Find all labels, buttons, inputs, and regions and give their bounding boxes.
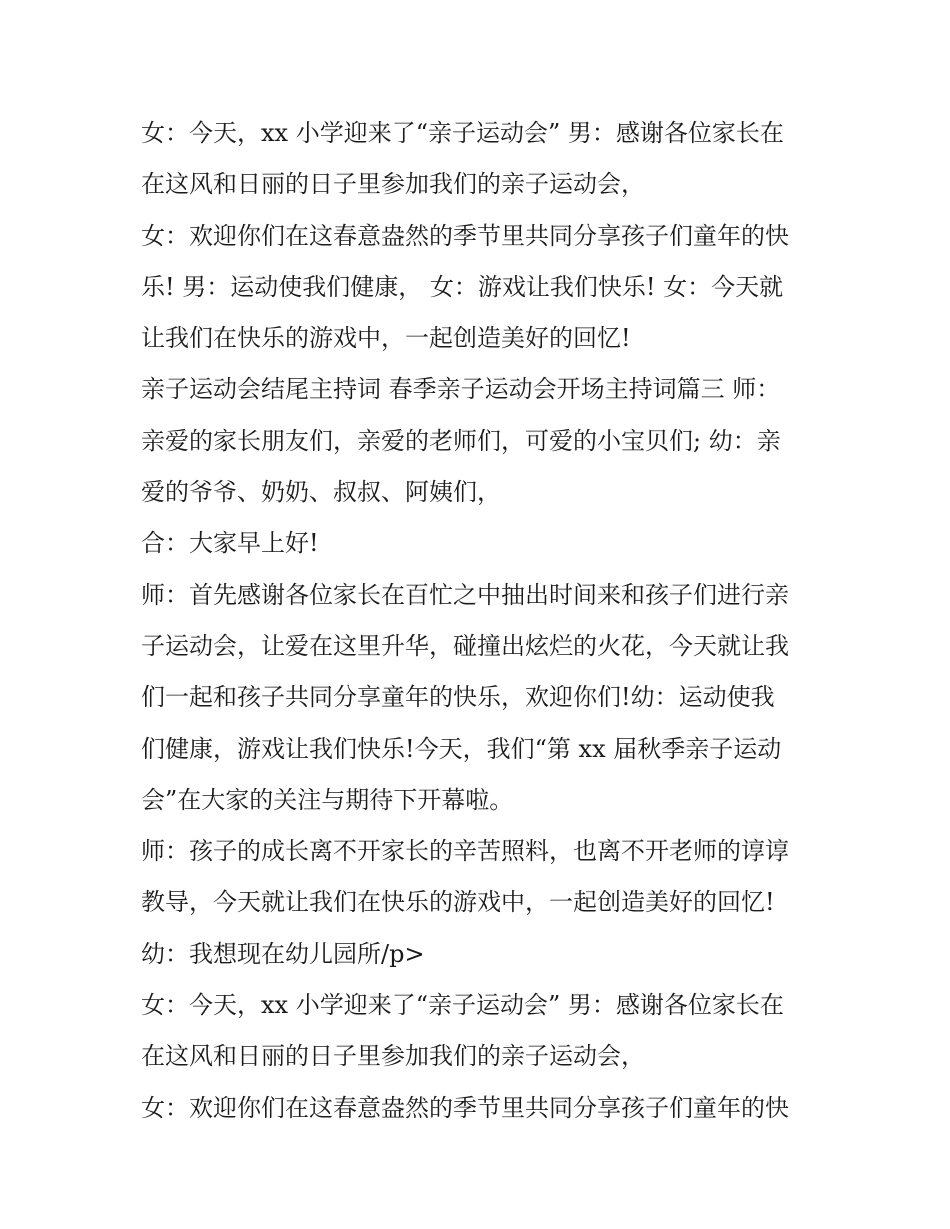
text-line-18: 女：今天，xx 小学迎来了“亲子运动会” 男：感谢各位家长在 bbox=[141, 991, 784, 1020]
text-line-2: 在这风和日丽的日子里参加我们的亲子运动会， bbox=[141, 170, 645, 199]
text-line-5: 让我们在快乐的游戏中，一起创造美好的回忆! bbox=[141, 324, 631, 353]
text-line-10: 师：首先感谢各位家长在百忙之中抽出时间来和孩子们进行亲 bbox=[141, 580, 789, 609]
text-line-12: 们一起和孩子共同分享童年的快乐，欢迎你们!幼：运动使我 bbox=[141, 683, 775, 712]
text-line-3: 女：欢迎你们在这春意盎然的季节里共同分享孩子们童年的快 bbox=[141, 221, 789, 250]
text-line-15: 师：孩子的成长离不开家长的辛苦照料，也离不开老师的谆谆 bbox=[141, 837, 789, 866]
text-line-16: 教导，今天就让我们在快乐的游戏中，一起创造美好的回忆! bbox=[141, 888, 775, 917]
text-line-13: 们健康，游戏让我们快乐!今天，我们“第 xx 届秋季亲子运动 bbox=[141, 734, 782, 763]
text-line-14: 会”在大家的关注与期待下开幕啦。 bbox=[141, 785, 514, 814]
text-line-1: 女：今天，xx 小学迎来了“亲子运动会” 男：感谢各位家长在 bbox=[141, 119, 784, 147]
text-line-4: 乐! 男：运动使我们健康， 女：游戏让我们快乐! 女：今天就 bbox=[141, 272, 784, 301]
text-line-20: 女：欢迎你们在这春意盎然的季节里共同分享孩子们童年的快 bbox=[141, 1093, 789, 1122]
document-body bbox=[141, 108, 831, 1134]
text-line-19: 在这风和日丽的日子里参加我们的亲子运动会， bbox=[141, 1042, 645, 1071]
text-line-6: 亲子运动会结尾主持词 春季亲子运动会开场主持词篇三 师： bbox=[141, 375, 781, 404]
text-line-8: 爱的爷爷、奶奶、叔叔、阿姨们， bbox=[141, 478, 501, 507]
text-line-9: 合：大家早上好! bbox=[141, 529, 319, 558]
text-line-7: 亲爱的家长朋友们，亲爱的老师们，可爱的小宝贝们; 幼：亲 bbox=[141, 426, 781, 455]
text-line-17: 幼：我想现在幼儿园所/p> bbox=[141, 939, 425, 968]
text-line-11: 子运动会，让爱在这里升华，碰撞出炫烂的火花，今天就让我 bbox=[141, 631, 789, 660]
